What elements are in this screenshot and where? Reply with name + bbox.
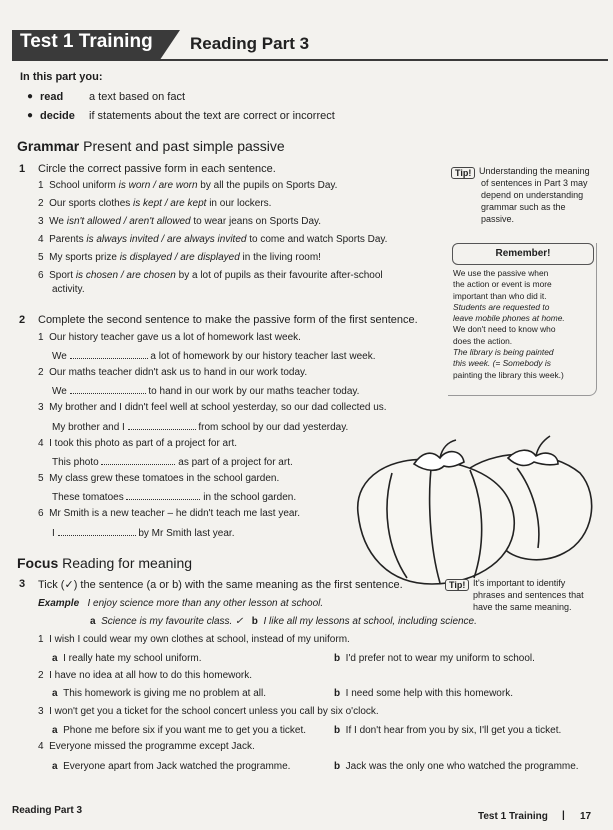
ex3-question: 3 I won't get you a ticket for the school concert unless you call by six o'clock. [38, 706, 379, 717]
footer-left: Reading Part 3 [12, 805, 83, 816]
focus-title: Reading for meaning [62, 555, 193, 571]
ex1-options[interactable]: is worn / are worn [118, 180, 198, 191]
bullet-icon: ● [27, 110, 34, 121]
ex3-option-a[interactable]: a Phone me before six if you want me to get you a ticket. [52, 725, 307, 736]
tip-badge: Tip! [445, 579, 469, 591]
answer-blank[interactable] [101, 455, 175, 465]
ex2-answer-line: We to hand in our work by our maths teacher today. [52, 386, 360, 397]
ex1-options[interactable]: is kept / are kept [133, 198, 207, 209]
ex2-sentence: 1 Our history teacher gave us a lot of homework last week. [38, 332, 301, 343]
ex3-instruction: Tick (✓) the sentence (a or b) with the same meaning as the first sentence. [38, 579, 403, 591]
ex3-option-b[interactable]: b If I don't hear from you by six, I'll get you a ticket. [334, 725, 562, 736]
ex1-item: 3 We isn't allowed / aren't allowed to wear jeans on Sports Day. [38, 216, 322, 227]
ex1-options[interactable]: is displayed / are displayed [119, 252, 240, 263]
header-rule [12, 59, 608, 61]
answer-blank[interactable] [58, 526, 136, 536]
intro-heading: In this part you: [20, 71, 103, 83]
ex2-sentence: 6 Mr Smith is a new teacher – he didn't teach me last year. [38, 508, 301, 519]
ex2-answer-line: We a lot of homework by our history teacher last week. [52, 351, 376, 362]
stem-icon [508, 450, 558, 465]
ex3-option-a[interactable]: a Everyone apart from Jack watched the programme. [52, 761, 291, 772]
ex3-question: 2 I have no idea at all how to do this homework. [38, 670, 253, 681]
intro-text-read: a text based on fact [89, 91, 186, 103]
intro-key-read: read [40, 91, 64, 103]
ex3-option-a[interactable]: a I really hate my school uniform. [52, 653, 202, 664]
page-number: 17 [580, 811, 592, 822]
tomatoes-illustration [352, 428, 597, 586]
focus-label: Focus [17, 555, 59, 571]
ex2-sentence: 4 I took this photo as part of a project for art. [38, 438, 238, 449]
ex1-item-cont: activity. [52, 284, 85, 295]
ex1-item: 2 Our sports clothes is kept / are kept in our lockers. [38, 198, 272, 209]
grammar-title: Present and past simple passive [83, 138, 285, 154]
focus-heading [17, 555, 192, 571]
answer-blank[interactable] [126, 490, 200, 500]
ex3-option-b[interactable]: b Jack was the only one who watched the programme. [334, 761, 579, 772]
remember-label: Remember! [452, 243, 594, 265]
ex2-answer-line: These tomatoes in the school garden. [52, 492, 297, 503]
ex1-item: 5 My sports prize is displayed / are displayed in the living room! [38, 252, 321, 263]
ex1-options[interactable]: is chosen / are chosen [75, 270, 176, 281]
ex3-question: 4 Everyone missed the programme except Jack. [38, 741, 255, 752]
answer-blank[interactable] [70, 384, 146, 394]
answer-blank[interactable] [128, 420, 196, 430]
ex3-option-b[interactable]: b I'd prefer not to wear my uniform to school. [334, 653, 535, 664]
tip-badge: Tip! [451, 167, 475, 179]
ex2-number: 2 [19, 314, 26, 326]
grammar-heading [17, 138, 285, 154]
tip2-text: It's important to identify phrases and sentences that have the same meaning. [473, 578, 584, 612]
answer-blank[interactable] [70, 349, 148, 359]
ex2-instruction: Complete the second sentence to make the passive form of the first sentence. [38, 314, 418, 326]
header-title: Test 1 Training [20, 31, 153, 52]
footer-right: Test 1 Training [478, 811, 548, 822]
intro-text-decide: if statements about the text are correct or incorrect [89, 110, 335, 122]
grammar-label: Grammar [17, 138, 80, 154]
ex3-question: 1 I wish I could wear my own clothes at school, instead of my uniform. [38, 634, 350, 645]
ex3-option-b[interactable]: b I need some help with this homework. [334, 688, 513, 699]
header-subtitle: Reading Part 3 [190, 34, 310, 53]
ex3-example-options: a Science is my favourite class. ✓ b I like all my lessons at school, including science. [90, 616, 477, 627]
footer-separator: | [562, 810, 565, 821]
ex1-options[interactable]: isn't allowed / aren't allowed [66, 216, 191, 227]
ex1-instruction: Circle the correct passive form in each sentence. [38, 163, 276, 175]
ex1-item: 4 Parents is always invited / are always invited to come and watch Sports Day. [38, 234, 388, 245]
ex2-answer-line: This photo as part of a project for art. [52, 457, 293, 468]
ex1-item: 6 Sport is chosen / are chosen by a lot of pupils as their favourite after-school [38, 270, 383, 281]
bullet-icon: ● [27, 91, 34, 102]
ex3-option-a[interactable]: a This homework is giving me no problem at all. [52, 688, 266, 699]
ex1-options[interactable]: is always invited / are always invited [86, 234, 247, 245]
ex2-sentence: 3 My brother and I didn't feel well at school yesterday, so our dad collected us. [38, 402, 387, 413]
ex2-sentence: 2 Our maths teacher didn't ask us to hand in our work today. [38, 367, 308, 378]
ex1-number: 1 [19, 163, 26, 175]
tip1-text: Understanding the meaning of sentences in Part 3 may depend on understanding grammar such as the passive. [479, 166, 590, 224]
ex3-example: Example I enjoy science more than any other lesson at school. [38, 598, 324, 609]
ex2-answer-line: My brother and I from school by our dad yesterday. [52, 422, 349, 433]
ex2-sentence: 5 My class grew these tomatoes in the school garden. [38, 473, 280, 484]
ex2-answer-line: I by Mr Smith last year. [52, 528, 235, 539]
remember-text: We use the passive when the action or event is more important than who did it. Students are requested to leave mobile phones at home. We don't need to know who does the action. The library is being painted this week. (= Somebody is painting the library this week.) [453, 268, 565, 380]
ex3-number: 3 [19, 578, 26, 590]
ex1-item: 1 School uniform is worn / are worn by all the pupils on Sports Day. [38, 180, 338, 191]
intro-key-decide: decide [40, 110, 75, 122]
